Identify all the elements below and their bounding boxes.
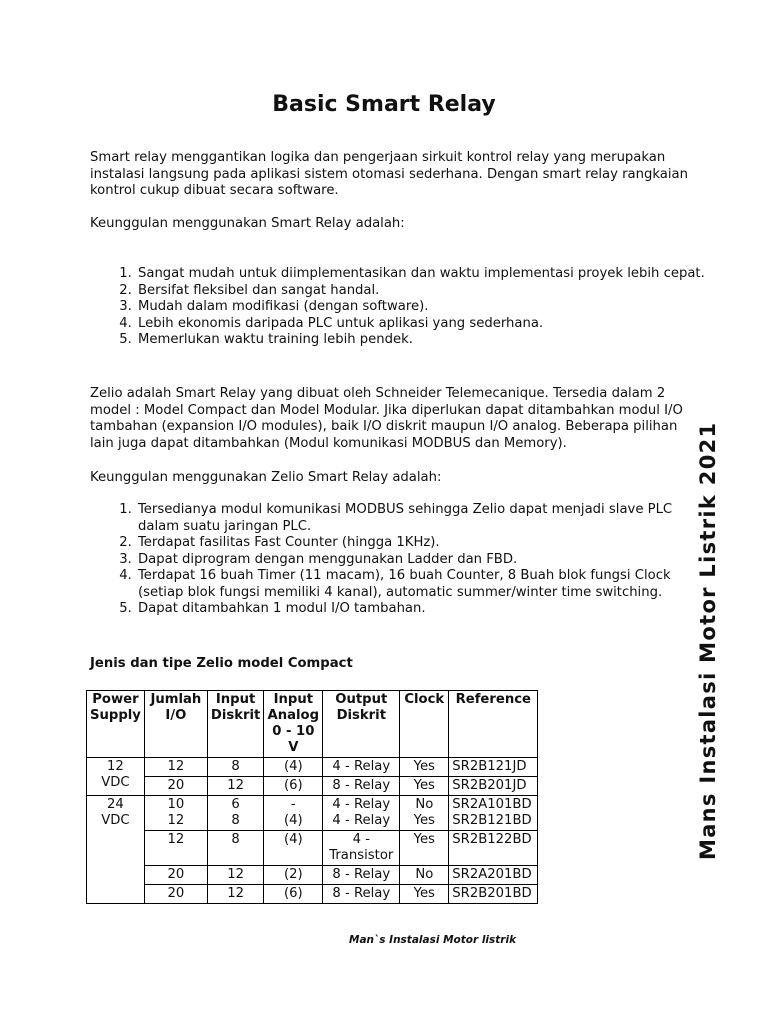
table-heading: Jenis dan tipe Zelio model Compact bbox=[90, 656, 353, 671]
advantages-list bbox=[90, 266, 716, 349]
intro-paragraph: Smart relay menggantikan logika dan pengerjaan sirkuit kontrol relay yang merupakan instalasi langsung pada aplikasi sistem otomasi sederhana. Dengan smart relay rangkaian kontrol cukup dibuat secara software. bbox=[90, 150, 688, 198]
advantage-item: 2. Bersifat fleksibel dan sangat handal. bbox=[136, 283, 716, 300]
cell-jumlah-io: 12 bbox=[144, 831, 207, 866]
cell-clock: No Yes bbox=[400, 796, 449, 831]
cell-output-diskrit: 4 - Relay bbox=[323, 758, 400, 777]
cell-output-diskrit: 4 - Relay 4 - Relay bbox=[323, 796, 400, 831]
zelio-intro-paragraph: Zelio adalah Smart Relay yang dibuat oleh Schneider Telemecanique. Tersedia dalam 2 model : Model Compact dan Model Modular. Jika diperlukan dapat ditambahkan modul I/O tambahan (expansion I/O modules), baik I/O diskrit maupun I/O analog. Beberapa pilihan lain juga dapat ditambahkan (Modul komunikasi MODBUS dan Memory). bbox=[90, 386, 683, 451]
page-title: Basic Smart Relay bbox=[272, 92, 496, 117]
cell-input-diskrit: 8 bbox=[207, 831, 263, 866]
cell-input-analog: (4) bbox=[264, 831, 323, 866]
cell-reference: SR2B121JD bbox=[449, 758, 538, 777]
cell-input-diskrit: 12 bbox=[207, 885, 263, 904]
footer-credit: Man`s Instalasi Motor listrik bbox=[349, 934, 517, 946]
cell-power-supply: 12 VDC bbox=[87, 758, 145, 796]
side-watermark: Mans Instalasi Motor Listrik 2021 bbox=[696, 421, 720, 860]
cell-jumlah-io: 20 bbox=[144, 777, 207, 796]
cell-input-analog: (4) bbox=[264, 758, 323, 777]
table-row bbox=[87, 796, 538, 831]
table-header-row bbox=[87, 691, 538, 758]
cell-reference: SR2B201JD bbox=[449, 777, 538, 796]
advantage-item: 3. Mudah dalam modifikasi (dengan software). bbox=[136, 299, 716, 316]
header-reference: Reference bbox=[449, 691, 538, 758]
cell-jumlah-io: 20 bbox=[144, 866, 207, 885]
zelio-advantage-item: 5. Dapat ditambahkan 1 modul I/O tambahan. bbox=[136, 601, 716, 618]
advantages-heading: Keunggulan menggunakan Smart Relay adalah: bbox=[90, 216, 405, 231]
header-jumlah-io: Jumlah I/O bbox=[144, 691, 207, 758]
header-input-analog: Input Analog 0 - 10 V bbox=[264, 691, 323, 758]
cell-input-diskrit: 12 bbox=[207, 866, 263, 885]
cell-reference: SR2A101BD SR2B121BD bbox=[449, 796, 538, 831]
cell-input-analog: (6) bbox=[264, 777, 323, 796]
table-row bbox=[87, 777, 538, 796]
cell-clock: Yes bbox=[400, 885, 449, 904]
cell-jumlah-io: 10 12 bbox=[144, 796, 207, 831]
cell-input-diskrit: 12 bbox=[207, 777, 263, 796]
table-row bbox=[87, 885, 538, 904]
cell-clock: Yes bbox=[400, 758, 449, 777]
cell-input-analog: (6) bbox=[264, 885, 323, 904]
cell-output-diskrit: 8 - Relay bbox=[323, 885, 400, 904]
table-body bbox=[87, 758, 538, 904]
cell-jumlah-io: 12 bbox=[144, 758, 207, 777]
zelio-advantage-item: 2. Terdapat fasilitas Fast Counter (hingga 1KHz). bbox=[136, 535, 716, 552]
header-input-diskrit: Input Diskrit bbox=[207, 691, 263, 758]
cell-input-diskrit: 8 bbox=[207, 758, 263, 777]
header-power-supply: Power Supply bbox=[87, 691, 145, 758]
cell-clock: No bbox=[400, 866, 449, 885]
zelio-advantage-item: 3. Dapat diprogram dengan menggunakan Ladder dan FBD. bbox=[136, 552, 716, 569]
cell-reference: SR2A201BD bbox=[449, 866, 538, 885]
table-row bbox=[87, 758, 538, 777]
cell-input-analog: - (4) bbox=[264, 796, 323, 831]
cell-output-diskrit: 8 - Relay bbox=[323, 866, 400, 885]
zelio-advantage-item: 4. Terdapat 16 buah Timer (11 macam), 16 buah Counter, 8 Buah blok fungsi Clock (setiap blok fungsi memiliki 4 kanal), automatic summer/winter time switching. bbox=[136, 568, 716, 601]
cell-clock: Yes bbox=[400, 777, 449, 796]
cell-output-diskrit: 8 - Relay bbox=[323, 777, 400, 796]
advantage-item: 5. Memerlukan waktu training lebih pendek. bbox=[136, 332, 716, 349]
table-row bbox=[87, 831, 538, 866]
cell-reference: SR2B122BD bbox=[449, 831, 538, 866]
cell-jumlah-io: 20 bbox=[144, 885, 207, 904]
table-row bbox=[87, 866, 538, 885]
header-clock: Clock bbox=[400, 691, 449, 758]
advantage-item: 1. Sangat mudah untuk diimplementasikan dan waktu implementasi proyek lebih cepat. bbox=[136, 266, 716, 283]
cell-output-diskrit: 4 - Transistor bbox=[323, 831, 400, 866]
advantage-item: 4. Lebih ekonomis daripada PLC untuk aplikasi yang sederhana. bbox=[136, 316, 716, 333]
cell-reference: SR2B201BD bbox=[449, 885, 538, 904]
zelio-advantage-item: 1. Tersedianya modul komunikasi MODBUS sehingga Zelio dapat menjadi slave PLC dalam suatu jaringan PLC. bbox=[136, 502, 716, 535]
zelio-advantages-list bbox=[90, 502, 716, 618]
header-output-diskrit: Output Diskrit bbox=[323, 691, 400, 758]
zelio-advantages-heading: Keunggulan menggunakan Zelio Smart Relay adalah: bbox=[90, 470, 442, 485]
cell-input-diskrit: 6 8 bbox=[207, 796, 263, 831]
cell-power-supply: 24 VDC bbox=[87, 796, 145, 904]
cell-clock: Yes bbox=[400, 831, 449, 866]
cell-input-analog: (2) bbox=[264, 866, 323, 885]
zelio-compact-table bbox=[86, 690, 538, 904]
